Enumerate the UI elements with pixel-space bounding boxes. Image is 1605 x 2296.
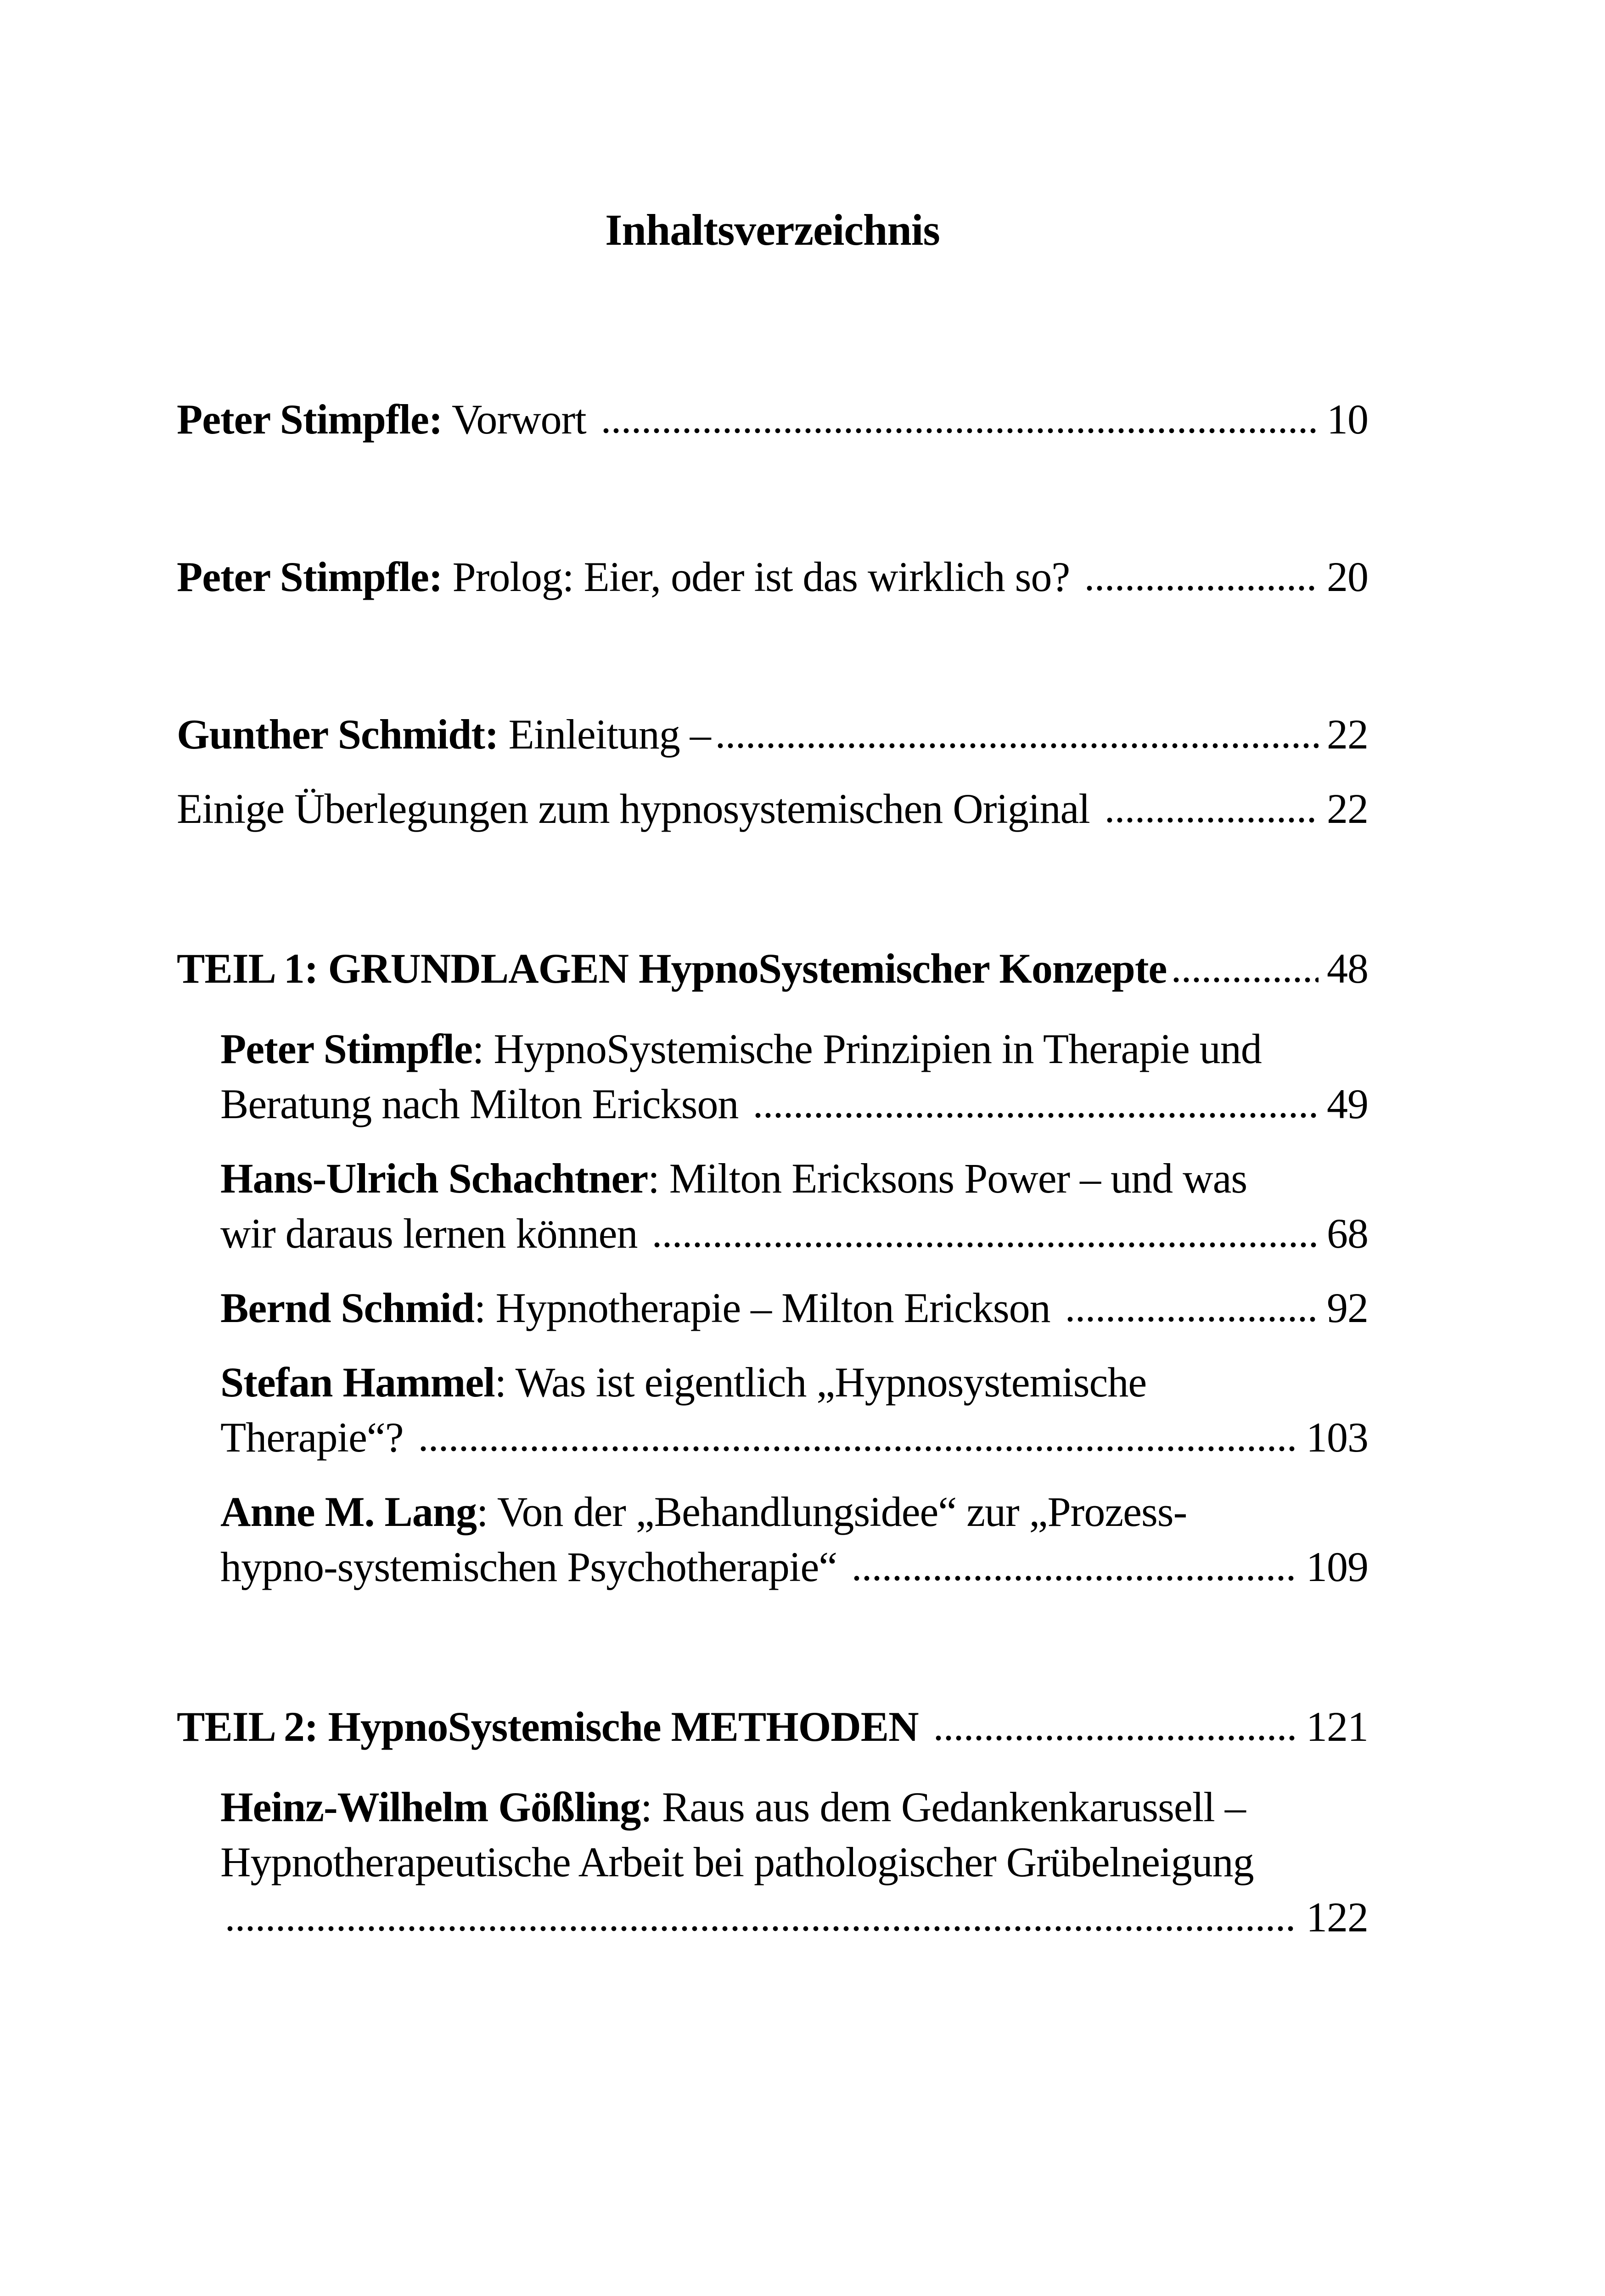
dot-leader [1105,817,1319,823]
entry-text: Gunther Schmidt: Einleitung – [177,711,711,758]
dot-leader [933,1735,1298,1741]
page-number: 22 [1327,785,1368,832]
toc-entry-line [177,781,1368,836]
entry-text: Hans-Ulrich Schachtner: Milton Ericksons Power – und was [220,1155,1247,1202]
dot-leader [225,1926,1298,1931]
entry-text: Therapie“? [220,1414,414,1461]
toc-entry-line [177,1410,1368,1465]
dot-leader [418,1446,1298,1452]
toc-entry-line [177,1890,1368,1945]
dot-leader [601,428,1319,433]
entry-text: Hypnotherapeutische Arbeit bei pathologischer Grübelneigung [220,1839,1254,1885]
dot-leader [753,1113,1319,1118]
author-name: Hans-Ulrich Schachtner [220,1155,648,1202]
toc-section-heading [177,941,1368,996]
entry-text: Heinz-Wilhelm Gößling: Raus aus dem Gedankenkarussell – [220,1784,1246,1830]
section-heading-label: TEIL 2: HypnoSystemische METHODEN [177,1703,929,1750]
toc-entry-line [177,707,1368,762]
toc-entry-line [177,1779,1368,1835]
page-number: 103 [1306,1414,1368,1461]
author-name: Bernd Schmid [220,1284,474,1331]
dot-leader [1084,585,1319,591]
dot-leader [652,1242,1319,1248]
toc-section-heading [177,1699,1368,1754]
toc-entry-line [177,1076,1368,1131]
toc-entry-line [177,1280,1368,1335]
dot-leader [1171,977,1319,983]
page-title: Inhaltsverzeichnis [605,205,940,254]
author-name: Heinz-Wilhelm Gößling [220,1784,641,1830]
author-name: Peter Stimpfle: [177,553,443,600]
author-name: Peter Stimpfle [220,1025,472,1072]
page-number: 10 [1327,396,1368,443]
toc-page [0,203,1605,2296]
page-number: 49 [1327,1080,1368,1127]
entry-text [177,1699,929,1754]
page-number: 122 [1306,1894,1368,1941]
section-heading-label: TEIL 1: GRUNDLAGEN HypnoSystemischer Konzepte [177,945,1167,992]
author-name: Stefan Hammel [220,1359,495,1406]
entry-text: Anne M. Lang: Von der „Behandlungsidee“ zur „Prozess- [220,1488,1187,1535]
toc-entry-line [177,1206,1368,1261]
toc-entry-line [177,1835,1368,1890]
toc-entry-line [177,1151,1368,1206]
page-number: 68 [1327,1210,1368,1257]
entry-text: Einige Überlegungen zum hypnosystemischen Original [177,785,1100,832]
author-name: Gunther Schmidt: [177,711,499,758]
page-number: 48 [1327,945,1368,992]
dot-leader [1065,1317,1319,1322]
toc-entry-line [177,1539,1368,1594]
toc-entries [177,392,1368,1945]
entry-text: Stefan Hammel: Was ist eigentlich „Hypnosystemische [220,1359,1147,1406]
author-name: Anne M. Lang [220,1488,477,1535]
page-number: 121 [1306,1703,1368,1750]
author-name: Peter Stimpfle: [177,396,443,443]
entry-text [177,941,1167,996]
toc-entry-line [177,549,1368,604]
dot-leader [852,1576,1298,1581]
entry-text: wir daraus lernen können [220,1210,648,1257]
entry-text: Peter Stimpfle: Vorwort [177,396,596,443]
toc-entry-line [177,1021,1368,1076]
entry-text: hypno-systemischen Psychotherapie“ [220,1543,847,1590]
dot-leader [715,743,1319,748]
entry-text: Peter Stimpfle: Prolog: Eier, oder ist das wirklich so? [177,553,1080,600]
page-number: 22 [1327,711,1368,758]
toc-entry-line [177,1355,1368,1410]
entry-text: Beratung nach Milton Erickson [220,1080,749,1127]
page-number: 92 [1327,1284,1368,1331]
entry-text: Peter Stimpfle: HypnoSystemische Prinzipien in Therapie und [220,1025,1262,1072]
toc-entry-line [177,1484,1368,1539]
entry-text: Bernd Schmid: Hypnotherapie – Milton Erickson [220,1284,1061,1331]
page-number: 20 [1327,553,1368,600]
document-page [0,203,1605,2296]
toc-entry-line [177,392,1368,447]
page-number: 109 [1306,1543,1368,1590]
